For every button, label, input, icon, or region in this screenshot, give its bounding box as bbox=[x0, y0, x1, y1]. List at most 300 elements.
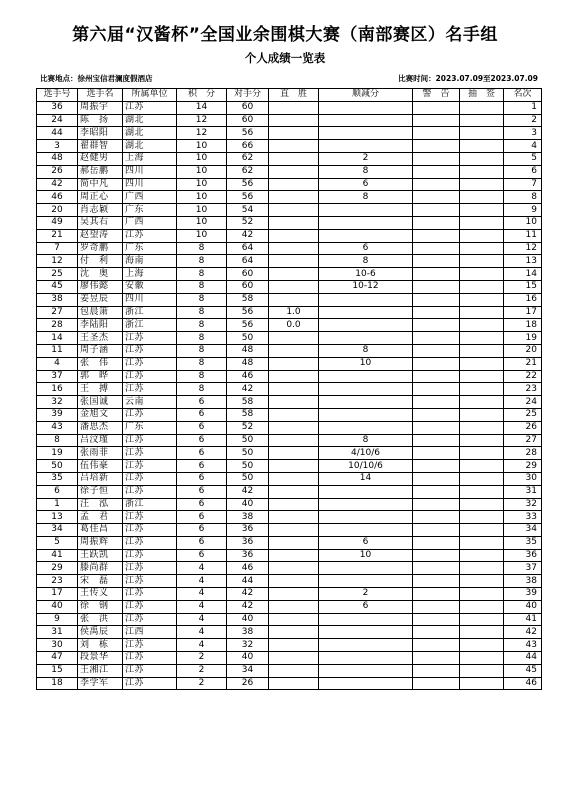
cell-unit: 浙江 bbox=[123, 498, 177, 511]
cell-opponent-points: 40 bbox=[227, 498, 269, 511]
cell-tiebreak: 10-12 bbox=[319, 280, 413, 293]
cell-opponent-points: 50 bbox=[227, 447, 269, 460]
cell-points: 8 bbox=[177, 344, 227, 357]
cell-unit: 安徽 bbox=[123, 280, 177, 293]
cell-warning bbox=[413, 536, 460, 549]
cell-unit: 江苏 bbox=[123, 588, 177, 601]
cell-points: 14 bbox=[177, 101, 227, 114]
cell-unit: 江苏 bbox=[123, 549, 177, 562]
cell-opponent-points: 50 bbox=[227, 472, 269, 485]
cell-player-name: 简中凡 bbox=[78, 178, 123, 191]
cell-draw-lot bbox=[460, 306, 504, 319]
table-row bbox=[37, 434, 542, 447]
cell-draw-lot bbox=[460, 664, 504, 677]
cell-opponent-points: 60 bbox=[227, 114, 269, 127]
table-row bbox=[37, 639, 542, 652]
cell-warning bbox=[413, 319, 460, 332]
table-row bbox=[37, 498, 542, 511]
cell-draw-lot bbox=[460, 319, 504, 332]
cell-player-no: 20 bbox=[37, 204, 78, 217]
cell-unit: 湖北 bbox=[123, 140, 177, 153]
header-warning: 警 告 bbox=[413, 89, 460, 102]
cell-rank: 44 bbox=[504, 652, 542, 665]
cell-direct-win bbox=[269, 229, 319, 242]
cell-warning bbox=[413, 165, 460, 178]
cell-draw-lot bbox=[460, 562, 504, 575]
cell-tiebreak bbox=[319, 511, 413, 524]
cell-direct-win bbox=[269, 114, 319, 127]
cell-player-no: 16 bbox=[37, 383, 78, 396]
table-row bbox=[37, 293, 542, 306]
cell-draw-lot bbox=[460, 434, 504, 447]
cell-unit: 浙江 bbox=[123, 319, 177, 332]
cell-rank: 5 bbox=[504, 152, 542, 165]
cell-opponent-points: 50 bbox=[227, 434, 269, 447]
cell-direct-win bbox=[269, 549, 319, 562]
cell-opponent-points: 56 bbox=[227, 319, 269, 332]
cell-opponent-points: 52 bbox=[227, 421, 269, 434]
cell-warning bbox=[413, 626, 460, 639]
cell-rank: 29 bbox=[504, 460, 542, 473]
cell-tiebreak: 8 bbox=[319, 434, 413, 447]
cell-draw-lot bbox=[460, 383, 504, 396]
cell-unit: 四川 bbox=[123, 165, 177, 178]
cell-player-no: 23 bbox=[37, 575, 78, 588]
table-row bbox=[37, 216, 542, 229]
table-row bbox=[37, 191, 542, 204]
cell-warning bbox=[413, 613, 460, 626]
cell-unit: 江苏 bbox=[123, 332, 177, 345]
table-row bbox=[37, 626, 542, 639]
cell-tiebreak bbox=[319, 575, 413, 588]
cell-points: 6 bbox=[177, 485, 227, 498]
cell-opponent-points: 50 bbox=[227, 332, 269, 345]
cell-points: 6 bbox=[177, 536, 227, 549]
cell-player-no: 15 bbox=[37, 664, 78, 677]
header-direct-win: 直 胜 bbox=[269, 89, 319, 102]
header-tiebreak: 顺减分 bbox=[319, 89, 413, 102]
cell-draw-lot bbox=[460, 204, 504, 217]
cell-player-no: 24 bbox=[37, 114, 78, 127]
cell-opponent-points: 56 bbox=[227, 306, 269, 319]
cell-player-no: 14 bbox=[37, 332, 78, 345]
cell-warning bbox=[413, 652, 460, 665]
cell-player-name: 吕汶瑾 bbox=[78, 434, 123, 447]
cell-rank: 15 bbox=[504, 280, 542, 293]
cell-unit: 江苏 bbox=[123, 652, 177, 665]
table-row bbox=[37, 677, 542, 690]
cell-tiebreak bbox=[319, 421, 413, 434]
cell-points: 8 bbox=[177, 268, 227, 281]
cell-unit: 海南 bbox=[123, 255, 177, 268]
cell-player-no: 36 bbox=[37, 101, 78, 114]
cell-rank: 45 bbox=[504, 664, 542, 677]
cell-points: 6 bbox=[177, 511, 227, 524]
venue-label: 比赛地点：徐州宝信君澜度假酒店 bbox=[40, 74, 153, 83]
cell-player-name: 伍伟豪 bbox=[78, 460, 123, 473]
cell-tiebreak bbox=[319, 319, 413, 332]
cell-warning bbox=[413, 216, 460, 229]
cell-unit: 江苏 bbox=[123, 357, 177, 370]
cell-warning bbox=[413, 101, 460, 114]
cell-tiebreak: 8 bbox=[319, 255, 413, 268]
cell-tiebreak: 10 bbox=[319, 357, 413, 370]
cell-points: 6 bbox=[177, 421, 227, 434]
cell-tiebreak: 14 bbox=[319, 472, 413, 485]
cell-warning bbox=[413, 600, 460, 613]
cell-unit: 江苏 bbox=[123, 575, 177, 588]
cell-player-name: 赵望涛 bbox=[78, 229, 123, 242]
cell-draw-lot bbox=[460, 498, 504, 511]
cell-unit: 江苏 bbox=[123, 101, 177, 114]
cell-tiebreak bbox=[319, 485, 413, 498]
cell-player-no: 50 bbox=[37, 460, 78, 473]
cell-unit: 江苏 bbox=[123, 613, 177, 626]
cell-player-name: 廖伟懿 bbox=[78, 280, 123, 293]
cell-points: 8 bbox=[177, 306, 227, 319]
cell-points: 6 bbox=[177, 472, 227, 485]
cell-unit: 四川 bbox=[123, 293, 177, 306]
cell-player-no: 45 bbox=[37, 280, 78, 293]
cell-points: 10 bbox=[177, 152, 227, 165]
cell-points: 4 bbox=[177, 613, 227, 626]
cell-direct-win bbox=[269, 357, 319, 370]
cell-points: 6 bbox=[177, 524, 227, 537]
cell-opponent-points: 38 bbox=[227, 626, 269, 639]
cell-warning bbox=[413, 306, 460, 319]
cell-tiebreak: 10-6 bbox=[319, 268, 413, 281]
cell-player-no: 18 bbox=[37, 677, 78, 690]
cell-opponent-points: 58 bbox=[227, 408, 269, 421]
cell-direct-win bbox=[269, 370, 319, 383]
cell-warning bbox=[413, 344, 460, 357]
cell-points: 10 bbox=[177, 140, 227, 153]
cell-unit: 广东 bbox=[123, 242, 177, 255]
cell-player-no: 32 bbox=[37, 396, 78, 409]
table-row bbox=[37, 178, 542, 191]
cell-player-no: 12 bbox=[37, 255, 78, 268]
cell-unit: 浙江 bbox=[123, 306, 177, 319]
cell-warning bbox=[413, 280, 460, 293]
table-row bbox=[37, 447, 542, 460]
cell-direct-win bbox=[269, 268, 319, 281]
cell-direct-win bbox=[269, 664, 319, 677]
cell-player-name: 罗奇鹏 bbox=[78, 242, 123, 255]
cell-tiebreak bbox=[319, 408, 413, 421]
table-row bbox=[37, 127, 542, 140]
cell-rank: 4 bbox=[504, 140, 542, 153]
cell-points: 4 bbox=[177, 600, 227, 613]
cell-tiebreak bbox=[319, 652, 413, 665]
cell-player-name: 宋 磊 bbox=[78, 575, 123, 588]
cell-direct-win bbox=[269, 472, 319, 485]
header-draw-lot: 抽 签 bbox=[460, 89, 504, 102]
cell-tiebreak bbox=[319, 332, 413, 345]
cell-warning bbox=[413, 332, 460, 345]
cell-direct-win bbox=[269, 293, 319, 306]
cell-direct-win bbox=[269, 536, 319, 549]
cell-warning bbox=[413, 549, 460, 562]
cell-player-name: 付 利 bbox=[78, 255, 123, 268]
cell-opponent-points: 56 bbox=[227, 191, 269, 204]
cell-warning bbox=[413, 562, 460, 575]
cell-rank: 19 bbox=[504, 332, 542, 345]
cell-unit: 江苏 bbox=[123, 460, 177, 473]
cell-unit: 江苏 bbox=[123, 562, 177, 575]
cell-tiebreak: 2 bbox=[319, 152, 413, 165]
cell-warning bbox=[413, 140, 460, 153]
cell-rank: 21 bbox=[504, 357, 542, 370]
cell-warning bbox=[413, 524, 460, 537]
cell-unit: 上海 bbox=[123, 268, 177, 281]
cell-opponent-points: 42 bbox=[227, 383, 269, 396]
cell-rank: 9 bbox=[504, 204, 542, 217]
cell-draw-lot bbox=[460, 421, 504, 434]
cell-player-name: 侯禹辰 bbox=[78, 626, 123, 639]
cell-rank: 7 bbox=[504, 178, 542, 191]
cell-rank: 36 bbox=[504, 549, 542, 562]
cell-opponent-points: 42 bbox=[227, 485, 269, 498]
cell-draw-lot bbox=[460, 588, 504, 601]
cell-points: 10 bbox=[177, 216, 227, 229]
cell-player-name: 赵健男 bbox=[78, 152, 123, 165]
cell-draw-lot bbox=[460, 152, 504, 165]
cell-direct-win: 0.0 bbox=[269, 319, 319, 332]
cell-tiebreak bbox=[319, 383, 413, 396]
cell-player-name: 张 伟 bbox=[78, 357, 123, 370]
cell-tiebreak bbox=[319, 127, 413, 140]
cell-rank: 34 bbox=[504, 524, 542, 537]
cell-points: 8 bbox=[177, 319, 227, 332]
cell-player-name: 李学军 bbox=[78, 677, 123, 690]
cell-points: 12 bbox=[177, 127, 227, 140]
cell-rank: 43 bbox=[504, 639, 542, 652]
cell-tiebreak bbox=[319, 114, 413, 127]
cell-player-name: 吕培新 bbox=[78, 472, 123, 485]
cell-tiebreak bbox=[319, 677, 413, 690]
cell-rank: 12 bbox=[504, 242, 542, 255]
cell-draw-lot bbox=[460, 357, 504, 370]
cell-player-no: 34 bbox=[37, 524, 78, 537]
cell-rank: 46 bbox=[504, 677, 542, 690]
cell-warning bbox=[413, 485, 460, 498]
cell-points: 4 bbox=[177, 588, 227, 601]
table-row bbox=[37, 319, 542, 332]
cell-draw-lot bbox=[460, 613, 504, 626]
cell-rank: 1 bbox=[504, 101, 542, 114]
cell-opponent-points: 64 bbox=[227, 242, 269, 255]
cell-points: 8 bbox=[177, 383, 227, 396]
cell-unit: 湖北 bbox=[123, 114, 177, 127]
cell-player-name: 潘思杰 bbox=[78, 421, 123, 434]
cell-unit: 江苏 bbox=[123, 639, 177, 652]
cell-direct-win bbox=[269, 498, 319, 511]
cell-tiebreak bbox=[319, 140, 413, 153]
cell-warning bbox=[413, 664, 460, 677]
cell-direct-win bbox=[269, 613, 319, 626]
cell-player-name: 翟群智 bbox=[78, 140, 123, 153]
cell-player-no: 35 bbox=[37, 472, 78, 485]
table-row bbox=[37, 485, 542, 498]
cell-warning bbox=[413, 639, 460, 652]
cell-player-no: 8 bbox=[37, 434, 78, 447]
cell-unit: 广西 bbox=[123, 216, 177, 229]
cell-warning bbox=[413, 114, 460, 127]
cell-rank: 27 bbox=[504, 434, 542, 447]
header-opponent-points: 对手分 bbox=[227, 89, 269, 102]
cell-opponent-points: 44 bbox=[227, 575, 269, 588]
cell-rank: 24 bbox=[504, 396, 542, 409]
cell-points: 8 bbox=[177, 370, 227, 383]
cell-draw-lot bbox=[460, 396, 504, 409]
cell-draw-lot bbox=[460, 165, 504, 178]
cell-rank: 41 bbox=[504, 613, 542, 626]
cell-points: 2 bbox=[177, 652, 227, 665]
cell-player-no: 11 bbox=[37, 344, 78, 357]
cell-direct-win bbox=[269, 191, 319, 204]
cell-rank: 22 bbox=[504, 370, 542, 383]
cell-draw-lot bbox=[460, 101, 504, 114]
cell-warning bbox=[413, 408, 460, 421]
cell-tiebreak bbox=[319, 396, 413, 409]
cell-player-name: 张国诚 bbox=[78, 396, 123, 409]
cell-direct-win bbox=[269, 626, 319, 639]
cell-direct-win bbox=[269, 140, 319, 153]
cell-player-name: 王 搏 bbox=[78, 383, 123, 396]
cell-opponent-points: 60 bbox=[227, 101, 269, 114]
cell-player-no: 44 bbox=[37, 127, 78, 140]
cell-draw-lot bbox=[460, 216, 504, 229]
table-header-row bbox=[37, 89, 542, 102]
cell-player-name: 金旭文 bbox=[78, 408, 123, 421]
cell-points: 10 bbox=[177, 178, 227, 191]
cell-rank: 11 bbox=[504, 229, 542, 242]
cell-rank: 17 bbox=[504, 306, 542, 319]
cell-rank: 26 bbox=[504, 421, 542, 434]
table-row bbox=[37, 472, 542, 485]
cell-opponent-points: 50 bbox=[227, 460, 269, 473]
cell-points: 10 bbox=[177, 165, 227, 178]
cell-direct-win bbox=[269, 101, 319, 114]
cell-points: 8 bbox=[177, 332, 227, 345]
cell-player-name: 陈 扬 bbox=[78, 114, 123, 127]
cell-player-name: 包晨箫 bbox=[78, 306, 123, 319]
cell-direct-win bbox=[269, 639, 319, 652]
cell-unit: 广西 bbox=[123, 191, 177, 204]
cell-rank: 37 bbox=[504, 562, 542, 575]
cell-points: 8 bbox=[177, 255, 227, 268]
cell-rank: 42 bbox=[504, 626, 542, 639]
cell-opponent-points: 26 bbox=[227, 677, 269, 690]
cell-points: 6 bbox=[177, 408, 227, 421]
cell-player-name: 王圣杰 bbox=[78, 332, 123, 345]
cell-points: 2 bbox=[177, 664, 227, 677]
cell-points: 6 bbox=[177, 498, 227, 511]
cell-unit: 江苏 bbox=[123, 447, 177, 460]
cell-direct-win bbox=[269, 524, 319, 537]
cell-draw-lot bbox=[460, 511, 504, 524]
cell-tiebreak: 10 bbox=[319, 549, 413, 562]
cell-draw-lot bbox=[460, 344, 504, 357]
cell-draw-lot bbox=[460, 447, 504, 460]
cell-unit: 江苏 bbox=[123, 383, 177, 396]
table-row bbox=[37, 562, 542, 575]
cell-direct-win bbox=[269, 383, 319, 396]
cell-direct-win bbox=[269, 396, 319, 409]
cell-rank: 38 bbox=[504, 575, 542, 588]
cell-opponent-points: 48 bbox=[227, 357, 269, 370]
cell-tiebreak bbox=[319, 306, 413, 319]
cell-player-name: 周子涵 bbox=[78, 344, 123, 357]
cell-points: 10 bbox=[177, 191, 227, 204]
cell-opponent-points: 42 bbox=[227, 588, 269, 601]
cell-warning bbox=[413, 152, 460, 165]
cell-points: 4 bbox=[177, 626, 227, 639]
cell-player-name: 张 洪 bbox=[78, 613, 123, 626]
cell-opponent-points: 42 bbox=[227, 229, 269, 242]
cell-warning bbox=[413, 472, 460, 485]
cell-player-name: 周振辉 bbox=[78, 536, 123, 549]
cell-draw-lot bbox=[460, 370, 504, 383]
cell-tiebreak bbox=[319, 613, 413, 626]
cell-tiebreak: 4/10/6 bbox=[319, 447, 413, 460]
cell-player-name: 姜昱辰 bbox=[78, 293, 123, 306]
cell-opponent-points: 32 bbox=[227, 639, 269, 652]
cell-tiebreak: 8 bbox=[319, 165, 413, 178]
cell-points: 4 bbox=[177, 575, 227, 588]
table-row bbox=[37, 140, 542, 153]
table-row bbox=[37, 306, 542, 319]
cell-draw-lot bbox=[460, 242, 504, 255]
cell-player-no: 26 bbox=[37, 165, 78, 178]
cell-direct-win bbox=[269, 677, 319, 690]
cell-warning bbox=[413, 255, 460, 268]
cell-draw-lot bbox=[460, 472, 504, 485]
cell-direct-win bbox=[269, 178, 319, 191]
cell-direct-win bbox=[269, 652, 319, 665]
cell-draw-lot bbox=[460, 536, 504, 549]
cell-player-name: 张雨菲 bbox=[78, 447, 123, 460]
cell-player-name: 葛佳昌 bbox=[78, 524, 123, 537]
cell-opponent-points: 58 bbox=[227, 293, 269, 306]
cell-warning bbox=[413, 383, 460, 396]
table-row bbox=[37, 588, 542, 601]
cell-tiebreak bbox=[319, 664, 413, 677]
cell-draw-lot bbox=[460, 332, 504, 345]
cell-draw-lot bbox=[460, 127, 504, 140]
cell-player-no: 3 bbox=[37, 140, 78, 153]
cell-tiebreak bbox=[319, 524, 413, 537]
cell-rank: 23 bbox=[504, 383, 542, 396]
cell-points: 6 bbox=[177, 396, 227, 409]
cell-draw-lot bbox=[460, 178, 504, 191]
cell-direct-win bbox=[269, 280, 319, 293]
cell-unit: 江苏 bbox=[123, 524, 177, 537]
cell-player-no: 17 bbox=[37, 588, 78, 601]
table-row bbox=[37, 152, 542, 165]
cell-tiebreak bbox=[319, 370, 413, 383]
cell-warning bbox=[413, 268, 460, 281]
cell-warning bbox=[413, 242, 460, 255]
cell-direct-win bbox=[269, 242, 319, 255]
cell-tiebreak: 6 bbox=[319, 178, 413, 191]
cell-direct-win bbox=[269, 255, 319, 268]
cell-unit: 江苏 bbox=[123, 536, 177, 549]
cell-points: 4 bbox=[177, 639, 227, 652]
cell-player-name: 李陆阳 bbox=[78, 319, 123, 332]
cell-tiebreak bbox=[319, 229, 413, 242]
cell-tiebreak: 6 bbox=[319, 242, 413, 255]
